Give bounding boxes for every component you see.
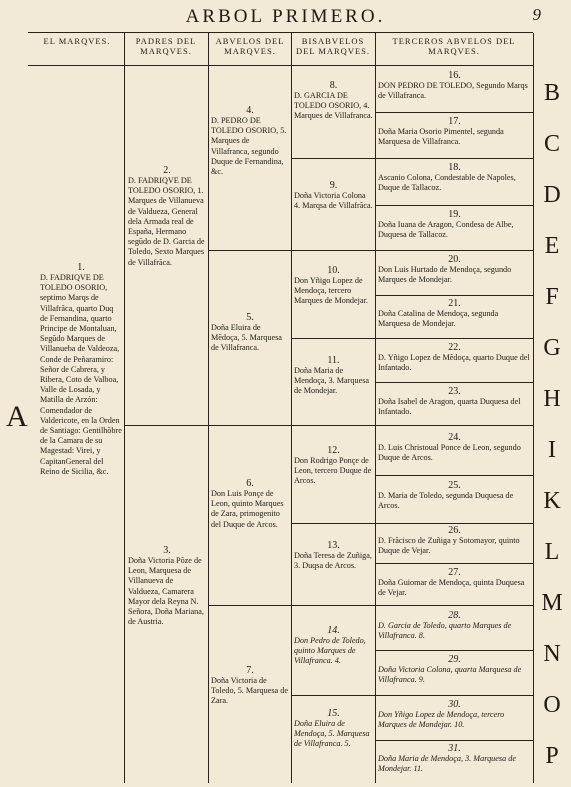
entry-text: Doña Eluira de Mẽdoça, 5. Marquesa de Villafranca. [211, 323, 282, 353]
bisabuelo-entry [294, 265, 373, 307]
entry-text: D. FADRIQVE DE TOLEDO OSORIO, 1. Marques de Villanueva de Valdueza, General dela Armada real de España, Hermano segũdo de D. Garcia de Toledo, Sexto Marques de Villafrãca. [128, 176, 205, 267]
entry-number: 16. [448, 70, 461, 81]
entry-number: 30. [448, 699, 461, 710]
abuelo-entry [211, 478, 289, 530]
col-head-bisabuelos: BISABVELOS DEL MARQVES. [295, 36, 371, 56]
col-divider-4 [375, 33, 376, 783]
margin-letters [538, 68, 566, 783]
entry-number: 8. [329, 80, 338, 91]
entry-text: Doña Victoria Colona, quarta Marquesa de Villafranca. 9. [378, 665, 522, 685]
ter-split-13 [375, 650, 533, 651]
entry-number: 3. [163, 545, 171, 556]
ter-split-15 [375, 740, 533, 741]
entry-number: 5. [246, 312, 254, 323]
entry-text: Doña Iuana de Aragon, Condesa de Albe, Duquesa de Tallacoz. [378, 220, 514, 240]
entry-number: 14. [327, 625, 340, 636]
margin-letter: C [543, 131, 560, 157]
padres-split [124, 425, 208, 426]
tercero-entry [378, 699, 531, 730]
entry-number: 19. [448, 209, 461, 220]
entry-number: 25. [448, 480, 461, 491]
margin-letter: F [545, 284, 559, 310]
margin-letter: G [543, 335, 561, 361]
entry-number: 21. [448, 298, 461, 309]
entry-text: Doña Victoria Põze de Leon, Marquesa de Villanueva de Valdueza, Camarera Mayor dela Reyna N. Señora, Doña Mariana, de Austria. [128, 556, 204, 627]
entry-number: 4. [246, 105, 254, 116]
tercero-entry [378, 610, 531, 641]
col-head-terceros: TERCEROS ABVELOS DEL MARQVES. [392, 36, 516, 56]
right-border [533, 33, 534, 783]
ter-split-2 [375, 158, 533, 159]
bis-split-4 [291, 425, 375, 426]
tercero-entry [378, 654, 531, 685]
bisabuela-entry [294, 540, 373, 571]
entry-text: D. Yñigo Lopez de Mẽdoça, quarto Duque del Infantado. [378, 353, 530, 373]
entry-number: 7. [246, 665, 254, 676]
entry-number: 27. [448, 567, 461, 578]
entry-number: 24. [448, 432, 461, 443]
margin-letter: I [548, 437, 556, 463]
abuelos-split-2 [208, 425, 291, 426]
entry-number: 15. [327, 708, 340, 719]
header-rule [28, 65, 533, 66]
entry-number: 28. [448, 610, 461, 621]
bisabuela-entry [294, 355, 373, 397]
entry-text: D. GARCIA DE TOLEDO OSORIO, 4. Marques de Villafranca. [294, 91, 373, 121]
tercero-entry [378, 743, 531, 774]
entry-number: 6. [246, 478, 254, 489]
tercero-entry [378, 567, 531, 598]
tercero-entry [378, 480, 531, 511]
entry-number: 1. [77, 262, 85, 273]
page-title: ARBOL PRIMERO. [185, 6, 386, 27]
ter-split-14 [375, 695, 533, 696]
tercero-entry [378, 342, 531, 373]
tercero-entry [378, 209, 531, 240]
entry-text: Doña Teresa de Zuñiga, 3. Duqsa de Arcos. [294, 551, 372, 571]
tercero-entry [378, 116, 531, 147]
entry-number: 29. [448, 654, 461, 665]
bisabuelo-entry [294, 625, 373, 667]
margin-letter: B [543, 80, 560, 106]
bisabuela-entry [294, 708, 373, 750]
tercero-entry [378, 162, 531, 193]
bis-split-3 [291, 338, 375, 339]
tercero-entry [378, 298, 531, 329]
madre-entry [128, 545, 206, 627]
page-number: 9 [532, 5, 541, 24]
ter-split-1 [375, 112, 533, 113]
bisabuelo-entry [294, 445, 373, 487]
entry-text: DON PEDRO DE TOLEDO, Segundo Marqs de Villafranca. [378, 81, 528, 101]
ter-split-12 [375, 605, 533, 606]
tercero-entry [378, 70, 531, 101]
ter-split-4 [375, 250, 533, 251]
col-divider-2 [208, 33, 209, 783]
abuelos-split-1 [208, 250, 291, 251]
ter-split-5 [375, 295, 533, 296]
entry-text: Doña Maria Osorio Pimentel, segunda Marquesa de Villafranca. [378, 127, 504, 147]
entry-text: D. Frãcisco de Zuñiga y Sotomayor, quinto Duque de Vejar. [378, 536, 520, 556]
entry-text: D. Garcia de Toledo, quarto Marques de Villafranca. 8. [378, 621, 512, 641]
abuela-entry [211, 312, 289, 354]
ter-split-3 [375, 205, 533, 206]
margin-letter: L [544, 539, 560, 565]
entry-text: Don Pedro de Toledo, quinto Marques de Villafranca. 4. [294, 636, 366, 666]
entry-text: D. Maria de Toledo, segunda Duquesa de Arcos. [378, 491, 514, 511]
bis-split-5 [291, 523, 375, 524]
margin-letter: P [545, 743, 559, 769]
entry-number: 18. [448, 162, 461, 173]
bisabuela-entry [294, 180, 373, 211]
ter-split-11 [375, 563, 533, 564]
entry-number: 20. [448, 254, 461, 265]
entry-number: 22. [448, 342, 461, 353]
entry-text: D. PEDRO DE TOLEDO OSORIO, 5. Marques de Villafranca, segundo Duque de Fernandina, &c. [211, 116, 287, 177]
entry-text: Doña Isabel de Aragon, quarta Duquesa del Infantado. [378, 397, 521, 417]
entry-text: Doña Maria de Mendoça, 3. Marquesa de Mondejar. [294, 366, 370, 396]
bis-split-7 [291, 695, 375, 696]
margin-letter: O [543, 692, 561, 718]
padre-entry [128, 165, 206, 268]
margin-letter: N [543, 641, 561, 667]
bisabuelo-entry [294, 80, 373, 122]
entry-text: Doña Catalina de Mendoça, segunda Marquesa de Mondejar. [378, 309, 499, 329]
top-rule [28, 32, 533, 33]
entry-number: 13. [327, 540, 340, 551]
entry-text: Doña Guiomar de Mendoça, quinta Duquesa de Vejar. [378, 578, 525, 598]
entry-number: 12. [327, 445, 340, 456]
col-divider-3 [291, 33, 292, 783]
col-head-marques: EL MARQVES. [43, 36, 111, 46]
col-divider-1 [124, 33, 125, 783]
margin-letter: K [543, 488, 561, 514]
marques-entry [40, 262, 122, 477]
entry-text: Don Luis Ponçe de Leon, quinto Marques de Zara, primogenito del Duque de Arcos. [211, 489, 284, 529]
entry-text: Doña Victoria de Toledo, 5. Marquesa de Zara. [211, 676, 288, 706]
abuela-entry [211, 665, 289, 707]
margin-letter: E [544, 233, 560, 259]
tercero-entry [378, 525, 531, 556]
bis-split-6 [291, 605, 375, 606]
bis-split-2 [291, 250, 375, 251]
entry-number: 23. [448, 386, 461, 397]
entry-number: 17. [448, 116, 461, 127]
entry-text: D. Luis Christoual Ponce de Leon, segundo Duque de Arcos. [378, 443, 521, 463]
ter-split-7 [375, 382, 533, 383]
entry-text: Doña Maria de Mendoça, 3. Marquesa de Mondejar. 11. [378, 754, 516, 774]
col-head-abuelos: ABVELOS DEL MARQVES. [215, 36, 285, 56]
entry-number: 26. [448, 525, 461, 536]
ter-split-10 [375, 523, 533, 524]
ter-split-6 [375, 338, 533, 339]
margin-letter: M [541, 590, 563, 616]
entry-text: D. FADRIQVE DE TOLEDO OSORIO, septimo Marqs de Villafrãca, quarto Duq de Fernandina, quarto Principe de Montaluan, Segũdo Marques de Villanueba de Valdeoza, Conde de Peñaramiro: Señor de Cabrera, y Ribera, Coto de Valboa, Valle de Losada, y Matilla de Arzón: Comendador de Valdericote, en la Orden de Santiago: Gentilhõbre de la Camara de su Magestad: Virei, y CapitanGeneral del Reino de Sicilia, &c. [40, 273, 122, 476]
tercero-entry [378, 432, 531, 463]
entry-text: Don Luis Hurtado de Mendoça, segundo Marques de Mondejar. [378, 265, 512, 285]
entry-number: 2. [163, 165, 171, 176]
margin-letter-a: A [6, 400, 28, 433]
entry-text: Don Yñigo Lopez de Mendoça, tercero Marques de Mondejar. [294, 276, 368, 306]
entry-text: Doña Victoria Colona 4. Marqsa de Villafrãca. [294, 191, 373, 211]
entry-number: 31. [448, 743, 461, 754]
tercero-entry [378, 386, 531, 417]
ter-split-9 [375, 475, 533, 476]
entry-text: Doña Eluira de Mendoça, 5. Marquesa de Villafranca. 5. [294, 719, 370, 749]
entry-number: 10. [327, 265, 340, 276]
abuelo-entry [211, 105, 289, 177]
entry-text: Ascanio Colona, Condestable de Napoles, Duque de Tallacoz. [378, 173, 516, 193]
bis-split-1 [291, 158, 375, 159]
entry-number: 9. [329, 180, 338, 191]
ter-split-8 [375, 425, 533, 426]
entry-text: Don Yñigo Lopez de Mendoça, tercero Marques de Mondejar. 10. [378, 710, 505, 730]
margin-letter: D [543, 182, 561, 208]
abuelos-split-3 [208, 605, 291, 606]
col-head-padres: PADRES DEL MARQVES. [135, 36, 197, 56]
entry-text: Don Rodrigo Ponçe de Leon, tercero Duque de Arcos. [294, 456, 372, 486]
entry-number: 11. [327, 355, 340, 366]
margin-letter: H [543, 386, 561, 412]
tercero-entry [378, 254, 531, 285]
